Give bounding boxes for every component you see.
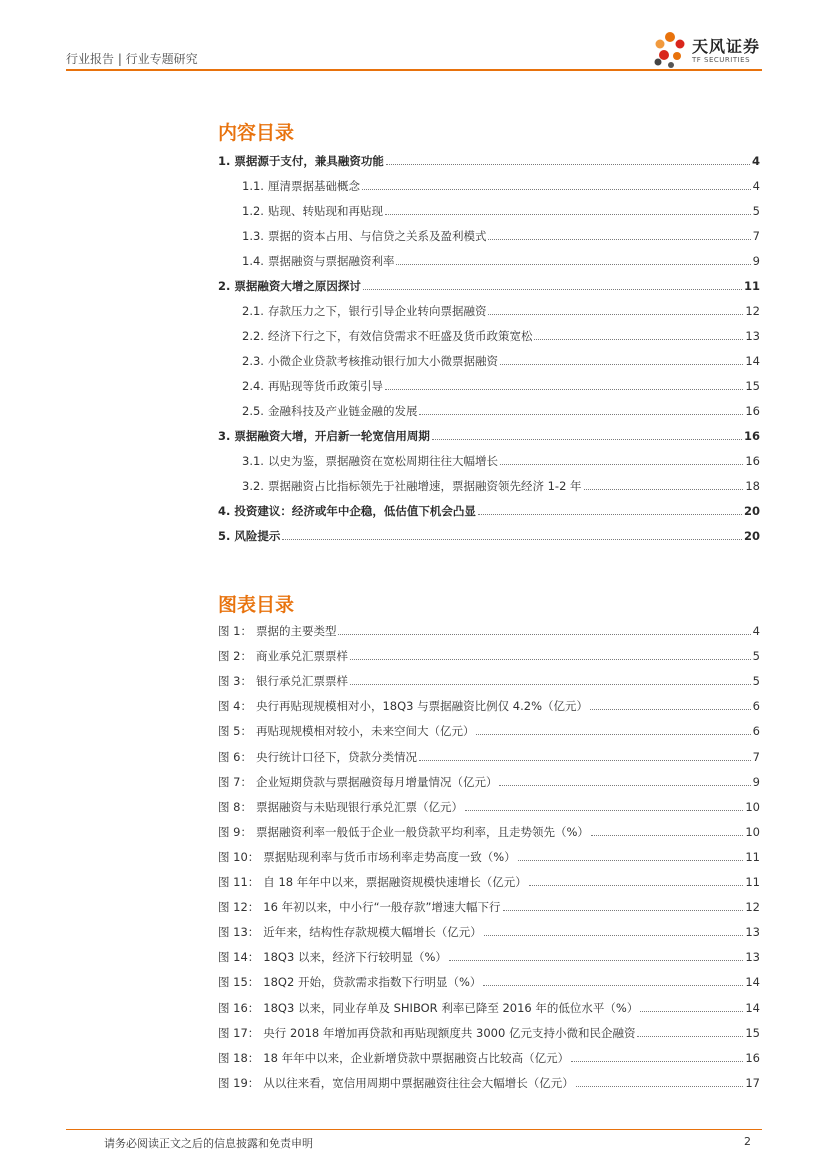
toc-entry[interactable] bbox=[218, 450, 760, 468]
entry-number: 3. bbox=[218, 429, 231, 443]
entry-number: 图 12： bbox=[218, 900, 260, 915]
entry-title: 厘清票据基础概念 bbox=[267, 179, 360, 193]
entry-title: 银行承兑汇票票样 bbox=[255, 674, 348, 689]
entry-number: 图 15： bbox=[218, 975, 260, 990]
entry-number: 1. bbox=[218, 154, 231, 168]
entry-page: 16 bbox=[745, 404, 760, 418]
dot-leader bbox=[488, 239, 750, 240]
entry-number: 2.4. bbox=[242, 379, 264, 393]
dot-leader bbox=[419, 760, 751, 761]
toc-entry[interactable] bbox=[218, 475, 760, 493]
dot-leader bbox=[449, 960, 743, 961]
entry-title: 票据融资与未贴现银行承兑汇票（亿元） bbox=[255, 799, 463, 814]
dot-leader bbox=[503, 910, 744, 911]
entry-title: 票据融资占比指标领先于社融增速，票据融资领先经济 1-2 年 bbox=[267, 479, 582, 493]
entry-page: 5 bbox=[752, 674, 760, 689]
dot-leader bbox=[350, 684, 751, 685]
entry-title: 18 年年中以来，企业新增贷款中票据融资占比较高（亿元） bbox=[263, 1050, 570, 1065]
entry-number: 图 3： bbox=[218, 674, 252, 689]
entry-number: 1.3. bbox=[242, 229, 264, 243]
toc-entry[interactable] bbox=[218, 350, 760, 368]
entry-number: 2. bbox=[218, 279, 231, 293]
entry-title: 票据的主要类型 bbox=[255, 624, 337, 638]
entry-number: 2.5. bbox=[242, 404, 264, 418]
entry-page: 12 bbox=[745, 900, 760, 915]
dot-leader bbox=[500, 464, 743, 465]
dot-leader bbox=[432, 439, 742, 440]
entry-number: 图 9： bbox=[218, 824, 252, 839]
entry-page: 13 bbox=[745, 950, 760, 965]
toc-entry[interactable] bbox=[218, 175, 760, 193]
dot-leader bbox=[465, 810, 743, 811]
entry-number: 图 4： bbox=[218, 699, 252, 714]
entry-number: 2.2. bbox=[242, 329, 264, 343]
entry-title: 18Q3 以来，同业存单及 SHIBOR 利率已降至 2016 年的低位水平（%） bbox=[263, 1000, 639, 1015]
toc-entry[interactable] bbox=[218, 1072, 760, 1090]
entry-page: 15 bbox=[745, 1025, 760, 1040]
dot-leader bbox=[363, 289, 742, 290]
dot-leader bbox=[488, 314, 743, 315]
entry-page: 6 bbox=[752, 724, 760, 739]
toc-entry[interactable] bbox=[218, 150, 760, 168]
dot-leader bbox=[590, 709, 751, 710]
entry-title: 票据融资利率一般低于企业一般贷款平均利率，且走势领先（%） bbox=[255, 824, 589, 839]
company-logo bbox=[650, 28, 770, 70]
contents-title: 内容目录 bbox=[218, 122, 295, 144]
entry-number: 图 2： bbox=[218, 649, 252, 664]
entry-number: 图 5： bbox=[218, 724, 252, 739]
dot-leader bbox=[584, 489, 744, 490]
entry-title: 从以往来看，宽信用周期中票据融资往往会大幅增长（亿元） bbox=[263, 1075, 574, 1090]
entry-page: 11 bbox=[743, 279, 760, 293]
entry-page: 20 bbox=[743, 504, 760, 518]
entry-title: 以史为鉴，票据融资在宽松周期往往大幅增长 bbox=[267, 454, 498, 468]
entry-page: 20 bbox=[743, 529, 760, 543]
toc-entry[interactable] bbox=[218, 821, 760, 839]
entry-page: 11 bbox=[745, 849, 760, 864]
entry-page: 4 bbox=[751, 154, 760, 168]
entry-page: 6 bbox=[752, 699, 760, 714]
entry-page: 17 bbox=[745, 1075, 760, 1090]
entry-title: 自 18 年年中以来，票据融资规模快速增长（亿元） bbox=[263, 875, 527, 889]
entry-page: 18 bbox=[745, 479, 760, 493]
entry-title: 票据的资本占用、与信贷之关系及盈利模式 bbox=[267, 229, 487, 243]
dot-leader bbox=[499, 785, 750, 786]
dot-leader bbox=[282, 539, 742, 540]
dot-leader bbox=[518, 860, 744, 861]
entry-page: 12 bbox=[745, 304, 760, 318]
entry-title: 投资建议：经济或年中企稳，低估值下机会凸显 bbox=[234, 504, 476, 518]
entry-page: 11 bbox=[745, 875, 760, 889]
entry-number: 图 10： bbox=[218, 849, 260, 864]
dot-leader bbox=[534, 339, 743, 340]
entry-page: 9 bbox=[752, 774, 760, 789]
entry-title: 票据融资大增之原因探讨 bbox=[234, 279, 361, 293]
dot-leader bbox=[484, 935, 744, 936]
toc-entry[interactable] bbox=[218, 645, 760, 663]
entry-page: 14 bbox=[745, 1000, 760, 1015]
entry-title: 票据融资大增，开启新一轮宽信用周期 bbox=[234, 429, 430, 443]
logo-mark-icon bbox=[650, 28, 690, 70]
entry-number: 图 6： bbox=[218, 749, 252, 764]
toc-entry[interactable] bbox=[218, 200, 760, 218]
dot-leader bbox=[576, 1086, 744, 1087]
figures-title: 图表目录 bbox=[218, 594, 295, 616]
entry-number: 1.4. bbox=[242, 254, 264, 268]
entry-number: 3.2. bbox=[242, 479, 264, 493]
logo-text-cn: 天风证券 bbox=[692, 37, 761, 56]
toc-entry[interactable] bbox=[218, 1047, 760, 1065]
entry-title: 18Q3 以来，经济下行较明显（%） bbox=[263, 950, 447, 965]
dot-leader bbox=[338, 634, 750, 635]
entry-number: 2.3. bbox=[242, 354, 264, 368]
footer-divider bbox=[66, 1129, 762, 1130]
entry-page: 5 bbox=[752, 649, 760, 664]
entry-title: 再贴现等货币政策引导 bbox=[267, 379, 383, 393]
entry-title: 经济下行之下，有效信贷需求不旺盛及货币政策宽松 bbox=[267, 329, 533, 343]
toc-entry[interactable] bbox=[218, 225, 760, 243]
dot-leader bbox=[385, 389, 743, 390]
entry-title: 票据融资与票据融资利率 bbox=[267, 254, 395, 268]
toc-entry[interactable] bbox=[218, 871, 760, 889]
entry-page: 13 bbox=[745, 329, 760, 343]
entry-page: 16 bbox=[745, 1050, 760, 1065]
report-category: 行业报告 | 行业专题研究 bbox=[66, 52, 198, 66]
entry-number: 图 16： bbox=[218, 1000, 260, 1015]
entry-title: 16 年初以来，中小行“一般存款”增速大幅下行 bbox=[263, 900, 501, 915]
toc-entry[interactable] bbox=[218, 771, 760, 789]
toc-entry[interactable] bbox=[218, 325, 760, 343]
entry-number: 1.2. bbox=[242, 204, 264, 218]
entry-title: 18Q2 开始，贷款需求指数下行明显（%） bbox=[263, 975, 482, 990]
toc-entry[interactable] bbox=[218, 997, 760, 1015]
entry-number: 3.1. bbox=[242, 454, 264, 468]
entry-number: 图 19： bbox=[218, 1075, 260, 1090]
entry-page: 5 bbox=[752, 204, 760, 218]
entry-title: 票据贴现利率与货币市场利率走势高度一致（%） bbox=[263, 849, 516, 864]
entry-page: 16 bbox=[743, 429, 760, 443]
entry-title: 风险提示 bbox=[234, 529, 281, 543]
entry-page: 14 bbox=[745, 354, 760, 368]
entry-number: 图 14： bbox=[218, 950, 260, 965]
entry-page: 4 bbox=[752, 179, 760, 193]
entry-number: 1.1. bbox=[242, 179, 264, 193]
entry-page: 15 bbox=[745, 379, 760, 393]
entry-number: 2.1. bbox=[242, 304, 264, 318]
toc-entry[interactable] bbox=[218, 500, 760, 518]
toc-entry[interactable] bbox=[218, 1022, 760, 1040]
entry-number: 图 1： bbox=[218, 624, 252, 638]
toc-entry[interactable] bbox=[218, 400, 760, 418]
toc-entry[interactable] bbox=[218, 275, 760, 293]
toc-entry[interactable] bbox=[218, 525, 760, 543]
toc-entry[interactable] bbox=[218, 250, 760, 268]
entry-page: 13 bbox=[745, 925, 760, 940]
entry-page: 4 bbox=[752, 624, 760, 638]
dot-leader bbox=[483, 985, 743, 986]
entry-page: 14 bbox=[745, 975, 760, 990]
toc-entry[interactable] bbox=[218, 846, 760, 864]
entry-page: 10 bbox=[745, 824, 760, 839]
dot-leader bbox=[386, 164, 750, 165]
toc-entry[interactable] bbox=[218, 921, 760, 939]
entry-number: 5. bbox=[218, 529, 231, 543]
toc-entry[interactable] bbox=[218, 946, 760, 964]
disclaimer-text: 请务必阅读正文之后的信息披露和免责申明 bbox=[104, 1137, 313, 1150]
toc-entry[interactable] bbox=[218, 746, 760, 764]
entry-page: 9 bbox=[752, 254, 760, 268]
entry-number: 图 18： bbox=[218, 1050, 260, 1065]
dot-leader bbox=[478, 514, 742, 515]
entry-page: 7 bbox=[752, 229, 760, 243]
toc-entry[interactable] bbox=[218, 896, 760, 914]
entry-number: 图 13： bbox=[218, 925, 260, 940]
entry-title: 再贴现规模相对较小，未来空间大（亿元） bbox=[255, 724, 475, 739]
dot-leader bbox=[640, 1011, 743, 1012]
dot-leader bbox=[476, 734, 750, 735]
toc-entry[interactable] bbox=[218, 620, 760, 638]
dot-leader bbox=[396, 264, 750, 265]
logo-text-en: TF SECURITIES bbox=[692, 56, 751, 64]
entry-number: 图 8： bbox=[218, 799, 252, 814]
entry-number: 图 17： bbox=[218, 1025, 260, 1040]
toc-entry[interactable] bbox=[218, 796, 760, 814]
entry-title: 存款压力之下，银行引导企业转向票据融资 bbox=[267, 304, 487, 318]
toc-entry[interactable] bbox=[218, 425, 760, 443]
entry-page: 16 bbox=[745, 454, 760, 468]
entry-title: 贴现、转贴现和再贴现 bbox=[267, 204, 383, 218]
toc-entry[interactable] bbox=[218, 670, 760, 688]
dot-leader bbox=[591, 835, 743, 836]
dot-leader bbox=[637, 1036, 743, 1037]
page-number: 2 bbox=[744, 1135, 751, 1148]
toc-entry[interactable] bbox=[218, 971, 760, 989]
dot-leader bbox=[385, 214, 751, 215]
entry-number: 图 11： bbox=[218, 875, 260, 889]
dot-leader bbox=[529, 885, 744, 886]
dot-leader bbox=[419, 414, 743, 415]
dot-leader bbox=[500, 364, 743, 365]
entry-page: 10 bbox=[745, 799, 760, 814]
entry-page: 7 bbox=[752, 749, 760, 764]
entry-title: 票据源于支付，兼具融资功能 bbox=[234, 154, 384, 168]
toc-entry[interactable] bbox=[218, 375, 760, 393]
entry-number: 图 7： bbox=[218, 774, 252, 789]
entry-title: 央行 2018 年增加再贷款和再贴现额度共 3000 亿元支持小微和民企融资 bbox=[263, 1025, 636, 1040]
entry-title: 商业承兑汇票票样 bbox=[255, 649, 348, 664]
toc-entry[interactable] bbox=[218, 720, 760, 738]
entry-title: 小微企业贷款考核推动银行加大小微票据融资 bbox=[267, 354, 498, 368]
toc-entry[interactable] bbox=[218, 695, 760, 713]
entry-title: 央行统计口径下，贷款分类情况 bbox=[255, 749, 417, 764]
entry-title: 近年来，结构性存款规模大幅增长（亿元） bbox=[263, 925, 482, 940]
dot-leader bbox=[362, 189, 751, 190]
toc-entry[interactable] bbox=[218, 300, 760, 318]
entry-title: 金融科技及产业链金融的发展 bbox=[267, 404, 418, 418]
entry-title: 央行再贴现规模相对小，18Q3 与票据融资比例仅 4.2%（亿元） bbox=[255, 699, 589, 714]
dot-leader bbox=[350, 659, 751, 660]
dot-leader bbox=[571, 1061, 743, 1062]
entry-number: 4. bbox=[218, 504, 231, 518]
entry-title: 企业短期贷款与票据融资每月增量情况（亿元） bbox=[255, 774, 498, 789]
